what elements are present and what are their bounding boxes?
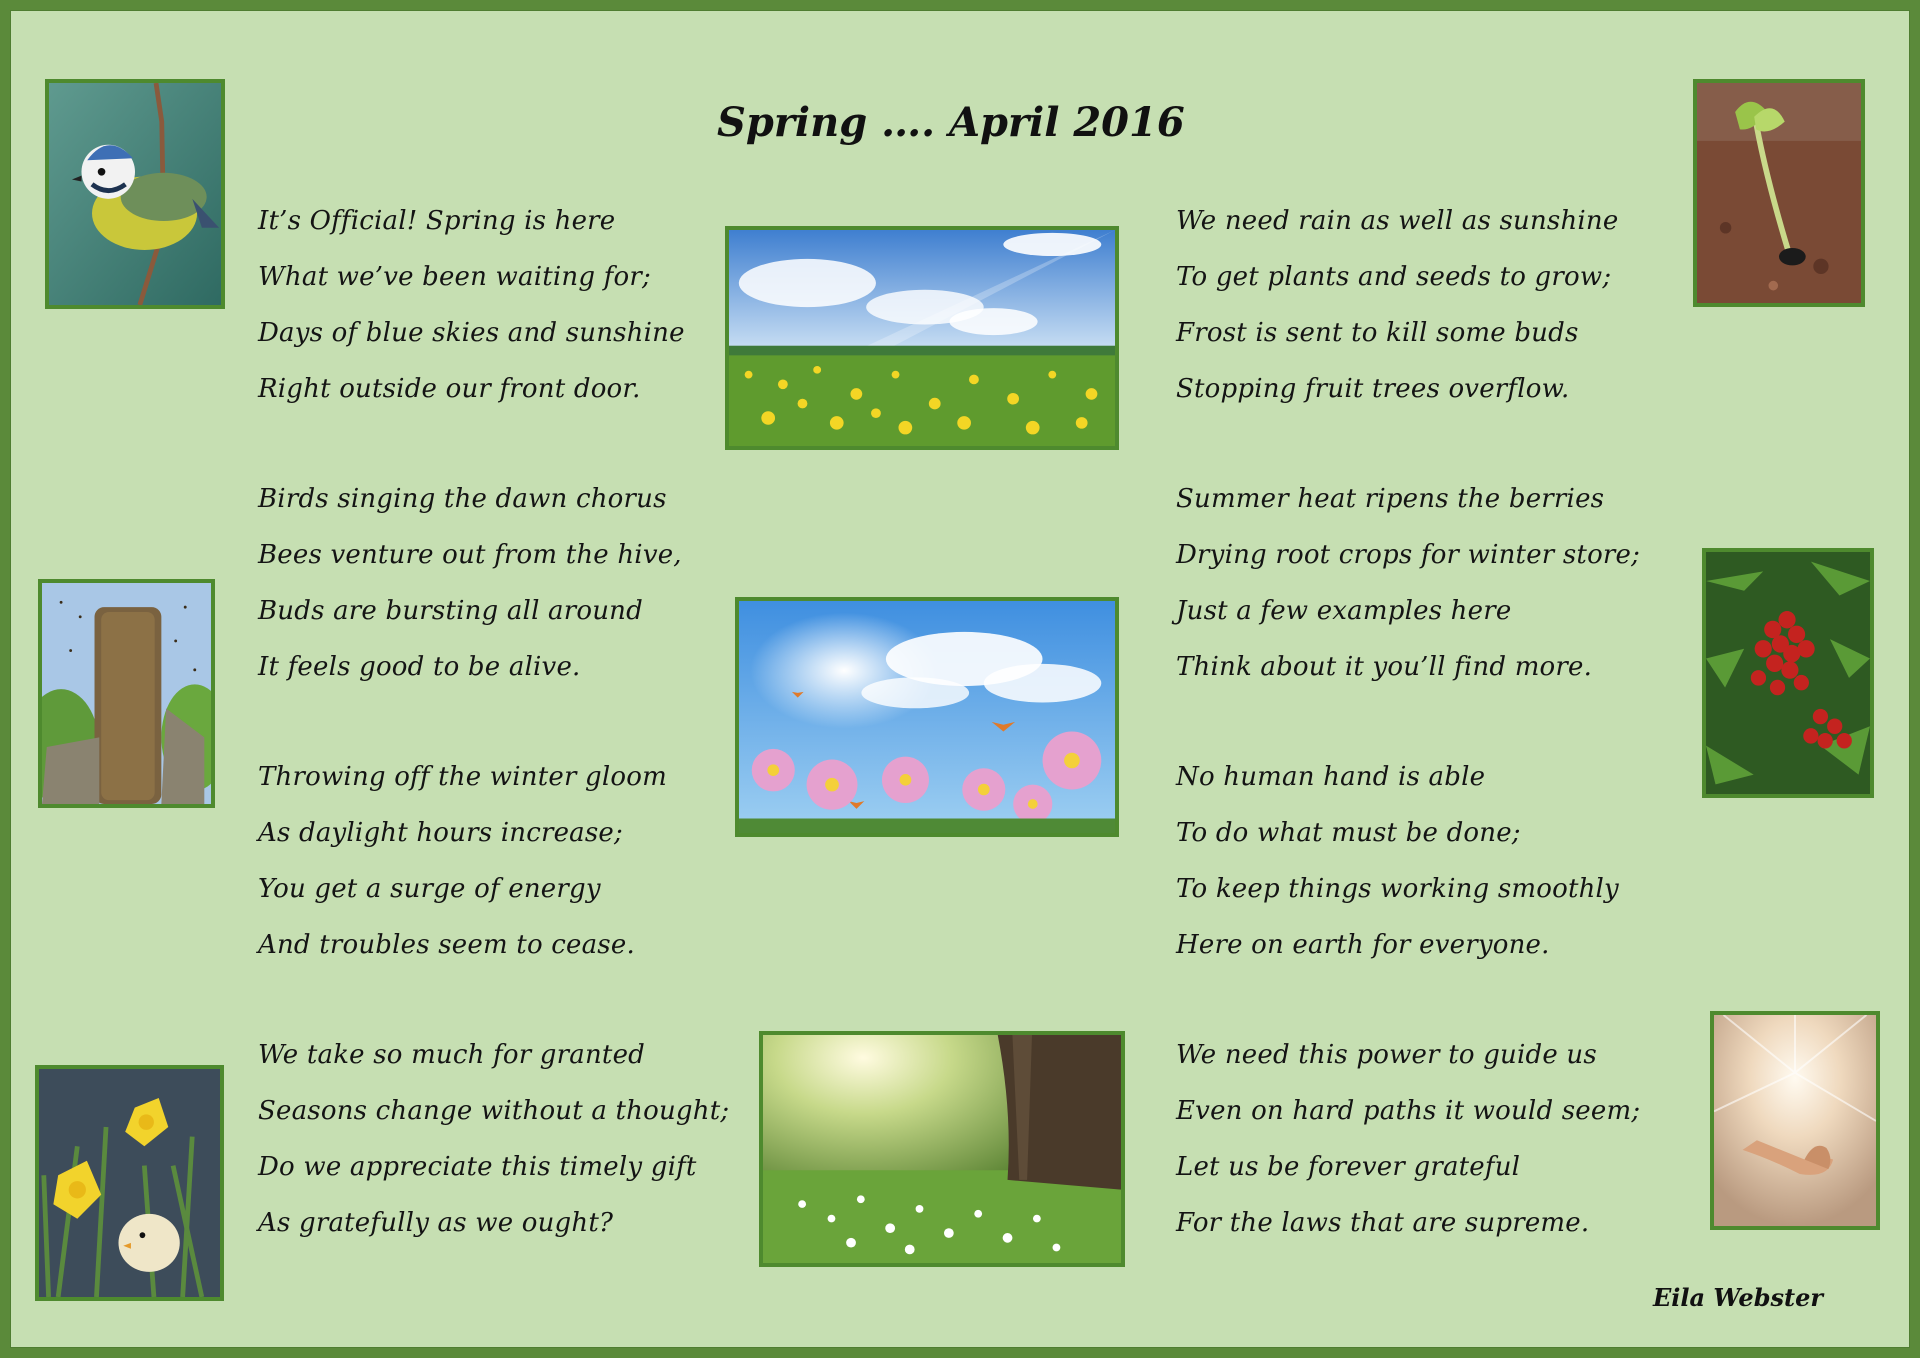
poem-line: Bees venture out from the hive, — [258, 540, 682, 570]
poem-line: You get a surge of energy — [258, 874, 601, 904]
seedling-sprout-image — [1693, 79, 1865, 307]
poem-line: It’s Official! Spring is here — [258, 206, 616, 236]
poem-line: And troubles seem to cease. — [258, 930, 635, 960]
poem-line: Frost is sent to kill some buds — [1176, 318, 1579, 348]
stanza-3 — [258, 749, 667, 973]
poem-line: No human hand is able — [1176, 762, 1486, 792]
poem-line: For the laws that are supreme. — [1176, 1208, 1590, 1238]
bee-swarm-tree-stump-image — [38, 579, 215, 808]
stanza-2 — [258, 471, 682, 695]
poem-line: To do what must be done; — [1176, 818, 1521, 848]
poem-line: We take so much for granted — [258, 1040, 646, 1070]
stanza-4 — [258, 1027, 729, 1251]
poem-line: Birds singing the dawn chorus — [258, 484, 667, 514]
poem-line: Buds are bursting all around — [258, 596, 643, 626]
poem-title: Spring …. April 2016 — [717, 99, 1185, 146]
pink-cosmos-butterflies-sky-image — [735, 597, 1119, 837]
stanza-7 — [1176, 749, 1619, 973]
dandelion-meadow-sky-image — [725, 226, 1119, 450]
poem-line: We need this power to guide us — [1176, 1040, 1597, 1070]
poem-line: Seasons change without a thought; — [258, 1096, 730, 1126]
glowing-open-hand-image — [1710, 1011, 1880, 1230]
poem-line: Summer heat ripens the berries — [1176, 484, 1605, 514]
poem-line: To keep things working smoothly — [1176, 874, 1619, 904]
sunlit-forest-meadow-image — [759, 1031, 1125, 1267]
author-signature: Eila Webster — [1653, 1283, 1823, 1312]
poem-line: Right outside our front door. — [258, 374, 641, 404]
poem-line: We need rain as well as sunshine — [1176, 206, 1619, 236]
poem-line: Think about it you’ll find more. — [1176, 652, 1593, 682]
poem-line: Just a few examples here — [1176, 596, 1512, 626]
stanza-8 — [1176, 1027, 1640, 1251]
rowan-red-berries-image — [1702, 548, 1874, 798]
poem-line: Do we appreciate this timely gift — [258, 1152, 697, 1182]
stanza-6 — [1176, 471, 1640, 695]
poem-line: It feels good to be alive. — [258, 652, 581, 682]
poem-line: As gratefully as we ought? — [258, 1208, 614, 1238]
poem-line: Drying root crops for winter store; — [1176, 540, 1641, 570]
stanza-1 — [258, 193, 685, 417]
poem-line: Throwing off the winter gloom — [258, 762, 667, 792]
poem-page — [10, 10, 1910, 1348]
poem-line: Stopping fruit trees overflow. — [1176, 374, 1570, 404]
daffodils-chick-image — [35, 1065, 224, 1301]
stanza-5 — [1176, 193, 1618, 417]
poem-line: As daylight hours increase; — [258, 818, 623, 848]
poem-line: Days of blue skies and sunshine — [258, 318, 685, 348]
blue-tit-bird-image — [45, 79, 225, 309]
poem-line: Even on hard paths it would seem; — [1176, 1096, 1641, 1126]
poem-line: What we’ve been waiting for; — [258, 262, 651, 292]
poem-line: Here on earth for everyone. — [1176, 930, 1550, 960]
poem-line: To get plants and seeds to grow; — [1176, 262, 1612, 292]
poem-line: Let us be forever grateful — [1176, 1152, 1521, 1182]
